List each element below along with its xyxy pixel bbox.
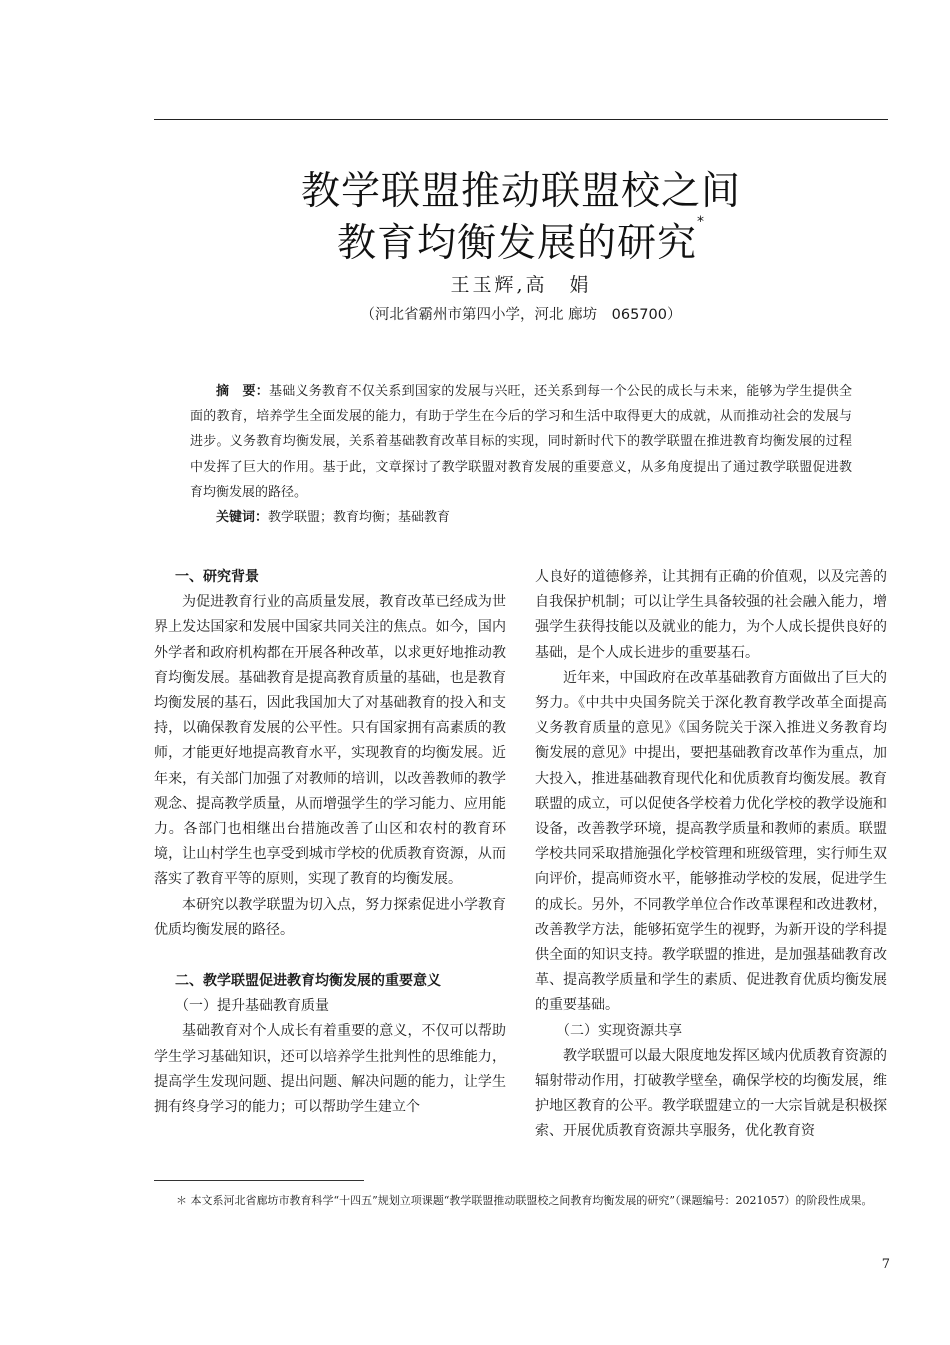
body-paragraph-continued: 人良好的道德修养，让其拥有正确的价值观，以及完善的自我保护机制；可以让学生具备较强的社会融入能力，增强学生获得技能以及就业的能力，为个人成长提供良好的基础，是个人成长进步的重要基石。: [535, 569, 887, 661]
title-line-2-text: 教育均衡发展的研究: [336, 221, 697, 266]
footnote-rule: [154, 1180, 364, 1181]
body-paragraph: 教学联盟可以最大限度地发挥区域内优质教育资源的辐射带动作用，打破教学壁垒，确保学校的均衡发展，维护地区教育的公平。教学联盟建立的一大宗旨就是积极探索、开展优质教育资源共享服务，优化教育资: [535, 1047, 887, 1140]
authors: 王玉辉,高 娟: [450, 274, 592, 296]
right-column: [535, 565, 887, 1145]
abstract-paragraph: [190, 379, 852, 505]
abstract-text: 基础义务教育不仅关系到国家的发展与兴旺，还关系到每一个公民的成长与未来，能够为学生提供全面的教育，培养学生全面发展的能力，有助于学生在今后的学习和生活中取得更大的成就，从而推动社会的发展与进步。义务教育均衡发展，关系着基础教育改革目标的实现，同时新时代下的教学联盟在推进教育均衡发展的过程中发挥了巨大的作用。基于此，文章探讨了教学联盟对教育发展的重要意义，从多角度提出了通过教学联盟促进教育均衡发展的路径。: [190, 384, 852, 500]
body-paragraph: 基础教育对个人成长有着重要的意义，不仅可以帮助学生学习基础知识，还可以培养学生批判性的思维能力，提高学生发现问题、提出问题、解决问题的能力，让学生拥有终身学习的能力；可以帮助学生建立个: [154, 1023, 506, 1116]
abstract-block: [190, 379, 852, 530]
abstract-label: 摘 要：: [216, 384, 270, 399]
footnote: ＊ 本文系河北省廊坊市教育科学“十四五”规划立项课题“教学联盟推动联盟校之间教育均衡发展的研究”（课题编号：2021057）的阶段性成果。: [176, 1194, 873, 1207]
body-paragraph: 近年来，中国政府在改革基础教育方面做出了巨大的努力。《中共中央国务院关于深化教育教学改革全面提高义务教育质量的意见》《国务院关于深入推进义务教育均衡发展的意见》中提出，要把基础教育改革作为重点，加大投入，推进基础教育现代化和优质教育均衡发展。教育联盟的成立，可以促使各学校着力优化学校的教学设施和设备，改善教学环境，提高教学质量和教师的素质。联盟学校共同采取措施强化学校管理和班级管理，实行师生双向评价，提高师资水平，能够推动学校的发展，促进学生的成长。另外，不同教学单位合作改革课程和改进教材，改善教学方法，能够拓宽学生的视野，为新开设的学科提供全面的知识支持。教学联盟的推进，是加强基础教育改革、提高教学质量和学生的素质、促进教育优质均衡发展的重要基础。: [535, 669, 887, 1014]
affiliation: （河北省霸州市第四小学，河北 廊坊 065700）: [360, 307, 682, 323]
section-heading-2: 二、教学联盟促进教育均衡发展的重要意义: [175, 973, 441, 990]
subsection-heading-2: （二）实现资源共享: [556, 1022, 682, 1039]
keywords-line: [190, 505, 852, 530]
header-rule: [154, 119, 888, 120]
subsection-heading-1: （一）提升基础教育质量: [175, 998, 329, 1015]
title-line-2: [154, 212, 888, 268]
title-footnote-mark: *: [697, 214, 705, 230]
body-paragraph: 本研究以教学联盟为切入点，努力探索促进小学教育优质均衡发展的路径。: [154, 896, 506, 938]
section-heading-1: 一、研究背景: [175, 569, 259, 585]
keywords-label: 关键词：: [216, 510, 269, 526]
keywords-text: 教学联盟；教育均衡；基础教育: [268, 510, 451, 526]
body-paragraph: 为促进教育行业的高质量发展，教育改革已经成为世界上发达国家和发展中国家共同关注的焦点。如今，国内外学者和政府机构都在开展各种改革，以求更好地推动教育均衡发展。基础教育是提高教育质量的基础，也是教育均衡发展的基石，因此我国加大了对基础教育的投入和支持，以确保教育发展的公平性。只有国家拥有高素质的教师，才能更好地提高教育水平，实现教育的均衡发展。近年来，有关部门加强了对教师的培训，以改善教师的教学观念、提高教学质量，从而增强学生的学习能力、应用能力。各部门也相继出台措施改善了山区和农村的教育环境，让山村学生也享受到城市学校的优质教育资源，从而落实了教育平等的原则，实现了教育的均衡发展。: [154, 594, 506, 888]
title-line-1: 教学联盟推动联盟校之间: [300, 169, 741, 214]
left-column: [154, 565, 506, 1120]
page-number: 7: [881, 1257, 890, 1272]
